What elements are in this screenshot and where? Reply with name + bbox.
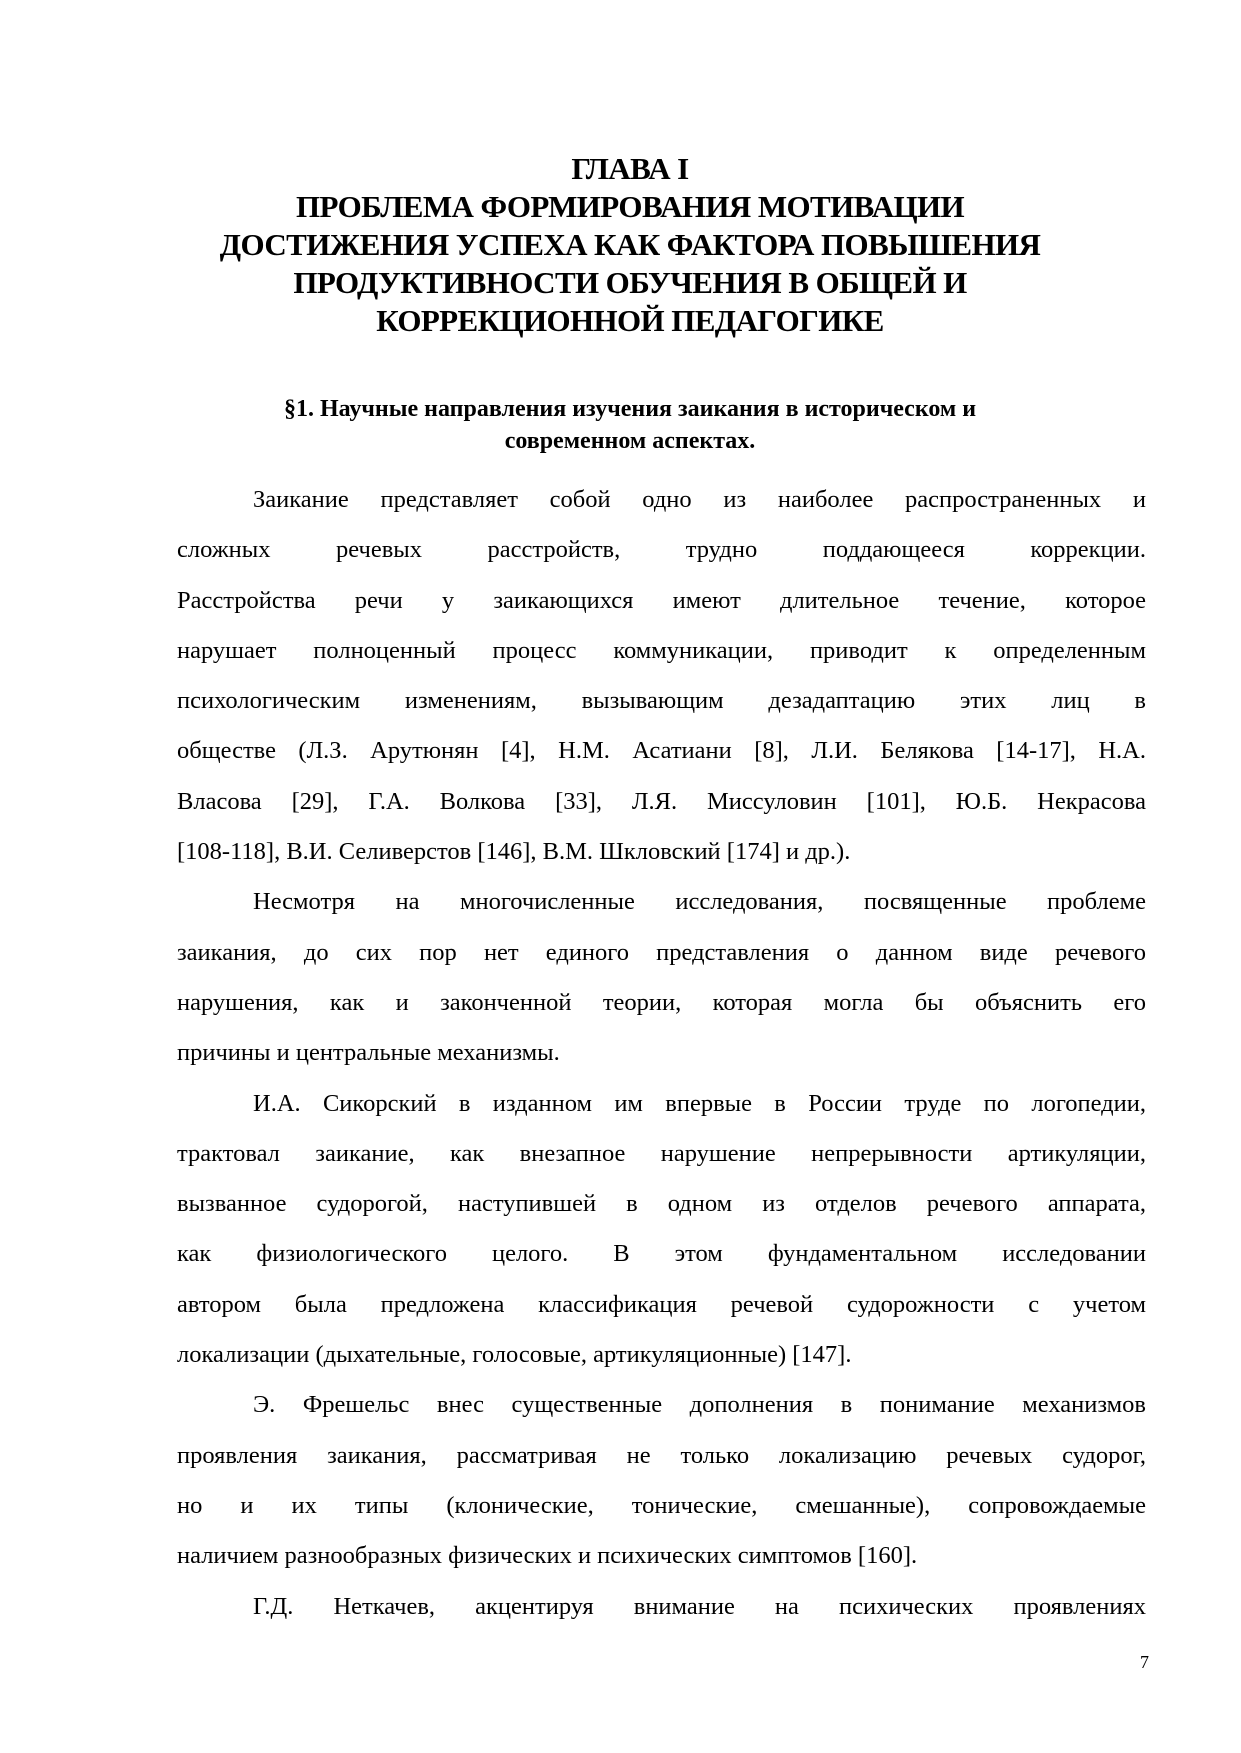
chapter-title-line: ПРОДУКТИВНОСТИ ОБУЧЕНИЯ В ОБЩЕЙ И (293, 265, 967, 300)
chapter-title-line: ДОСТИЖЕНИЯ УСПЕХА КАК ФАКТОРА ПОВЫШЕНИЯ (219, 227, 1041, 262)
page-number: 7 (1140, 1652, 1149, 1672)
text-line: причины и центральные механизмы. (177, 1039, 560, 1067)
text-line: вызванное судорогой, наступившей в одном из отделов речевого аппарата, (177, 1190, 1146, 1218)
text-line: Заикание представляет собой одно из наиболее распространенных и (253, 486, 1146, 513)
body-text (177, 475, 1146, 1632)
paragraph (177, 877, 1146, 1078)
section-title-line: современном аспектах. (504, 428, 756, 454)
text-line: заикания, до сих пор нет единого представления о данном виде речевого (177, 938, 1146, 966)
text-line: Э. Фрешельс внес существенные дополнения в понимание механизмов (253, 1391, 1146, 1419)
text-line: проявления заикания, рассматривая не только локализацию речевых судорог, (177, 1441, 1146, 1469)
text-line: трактовал заикание, как внезапное нарушение непрерывности артикуляции, (177, 1139, 1146, 1167)
text-line: обществе (Л.З. Арутюнян [4], Н.М. Асатиани [8], Л.И. Белякова [14-17], Н.А. (177, 737, 1146, 765)
text-line: как физиологического целого. В этом фундаментальном исследовании (177, 1240, 1146, 1268)
text-line: сложных речевых расстройств, трудно поддающееся коррекции. (177, 536, 1146, 564)
text-line: И.А. Сикорский в изданном им впервые в России труде по логопедии, (253, 1089, 1146, 1117)
paragraph (177, 1582, 1146, 1632)
chapter-heading (180, 150, 1080, 340)
paragraph (177, 475, 1146, 877)
text-line: наличием разнообразных физических и психических симптомов [160]. (177, 1542, 918, 1570)
text-line: Несмотря на многочисленные исследования, посвященные проблеме (253, 888, 1146, 916)
paragraph (177, 1380, 1146, 1581)
text-line: Власова [29], Г.А. Волкова [33], Л.Я. Миссуловин [101], Ю.Б. Некрасова (177, 787, 1146, 815)
text-line: психологическим изменениям, вызывающим дезадаптацию этих лиц в (177, 687, 1146, 715)
text-line: Расстройства речи у заикающихся имеют длительное течение, которое (177, 586, 1146, 614)
chapter-title-line: КОРРЕКЦИОННОЙ ПЕДАГОГИКЕ (376, 303, 884, 338)
text-line: автором была предложена классификация речевой судорожности с учетом (177, 1290, 1146, 1318)
text-line: нарушает полноценный процесс коммуникации, приводит к определенным (177, 636, 1146, 664)
paragraph (177, 1079, 1146, 1381)
text-line: Г.Д. Неткачев, акцентируя внимание на психических проявлениях (253, 1592, 1146, 1620)
chapter-label: ГЛАВА I (571, 151, 689, 186)
section-title-line: §1. Научные направления изучения заикания в историческом и (283, 396, 977, 422)
text-line: но и их типы (клонические, тонические, смешанные), сопровождаемые (177, 1491, 1146, 1519)
text-line: локализации (дыхательные, голосовые, артикуляционные) [147]. (177, 1341, 852, 1369)
text-line: нарушения, как и законченной теории, которая могла бы объяснить его (177, 988, 1146, 1016)
chapter-title-line: ПРОБЛЕМА ФОРМИРОВАНИЯ МОТИВАЦИИ (295, 189, 965, 224)
section-heading (200, 393, 1060, 457)
text-line: [108-118], В.И. Селиверстов [146], В.М. Шкловский [174] и др.). (177, 838, 851, 866)
